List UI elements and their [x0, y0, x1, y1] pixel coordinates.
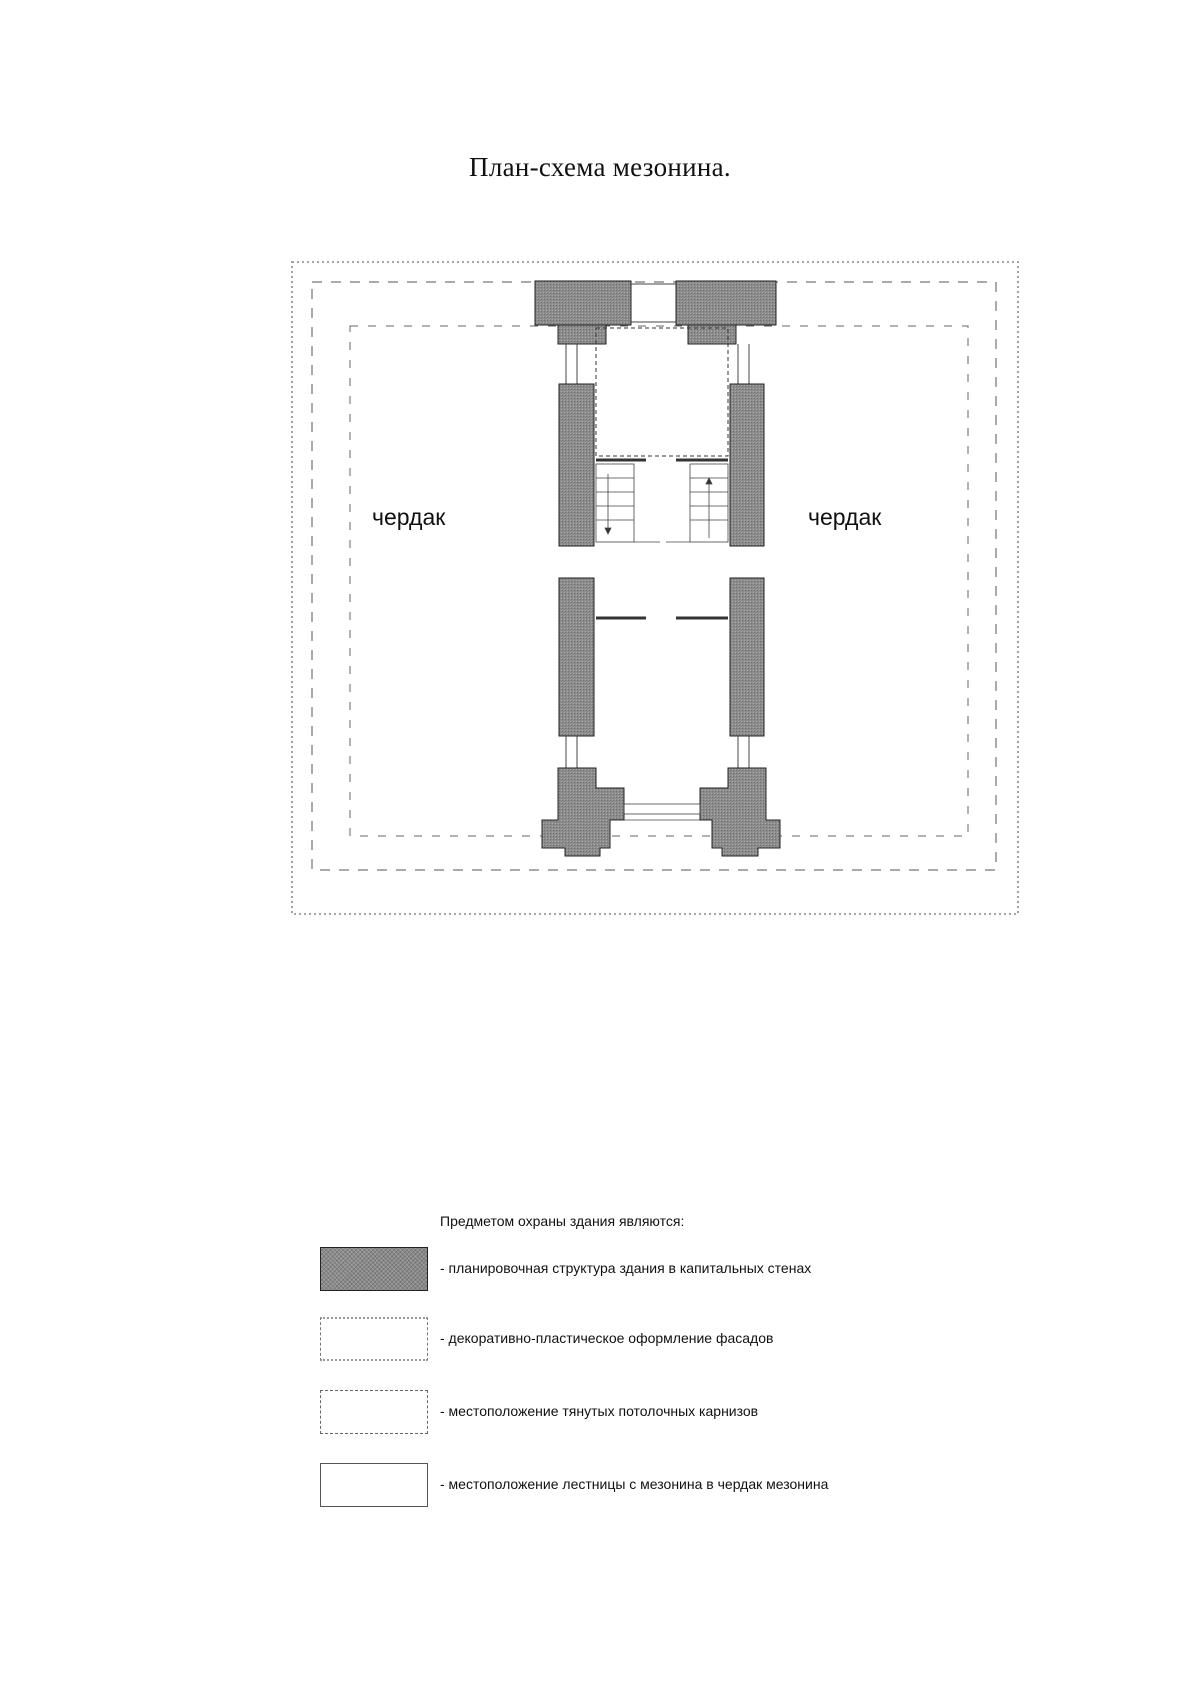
- legend-item-label: - местоположение лестницы с мезонина в чердак мезонина: [440, 1476, 829, 1492]
- floor-plan-drawing: [280, 248, 1020, 920]
- cornice-outline: [312, 282, 996, 870]
- wall-block: [542, 768, 624, 856]
- legend-item-label: - декоративно-пластическое оформление фасадов: [440, 1330, 774, 1346]
- room-label-attic-left: чердак: [372, 504, 446, 530]
- wall-block: [559, 578, 594, 736]
- wall-block: [535, 281, 631, 325]
- legend-item: [320, 1317, 1080, 1363]
- wall-block: [730, 578, 764, 736]
- attic-boundary: [350, 326, 968, 836]
- legend-swatch-walls: [320, 1247, 428, 1291]
- legend-swatch-facades: [320, 1317, 428, 1361]
- stair-left: [596, 464, 660, 542]
- floor-plan: [280, 248, 1020, 920]
- legend-item-label: - планировочная структура здания в капитальных стенах: [440, 1260, 812, 1276]
- legend-item-label: - местоположение тянутых потолочных карнизов: [440, 1403, 759, 1419]
- stair-right: [666, 464, 728, 542]
- legend-heading: Предметом охраны здания являются:: [440, 1213, 685, 1229]
- legend-item: [320, 1390, 1080, 1436]
- legend-swatch-cornices: [320, 1390, 428, 1434]
- stair-room: [596, 328, 728, 456]
- room-label-attic-right: чердак: [808, 504, 882, 530]
- facade-outline: [292, 262, 1018, 914]
- wall-block: [730, 384, 764, 546]
- wall-block: [700, 768, 780, 856]
- page-title: План-схема мезонина.: [469, 152, 731, 182]
- wall-block: [676, 281, 776, 325]
- wall-block: [559, 384, 594, 546]
- legend-item: [320, 1463, 1080, 1509]
- legend-item: [320, 1247, 1080, 1293]
- legend-swatch-stairs: [320, 1463, 428, 1507]
